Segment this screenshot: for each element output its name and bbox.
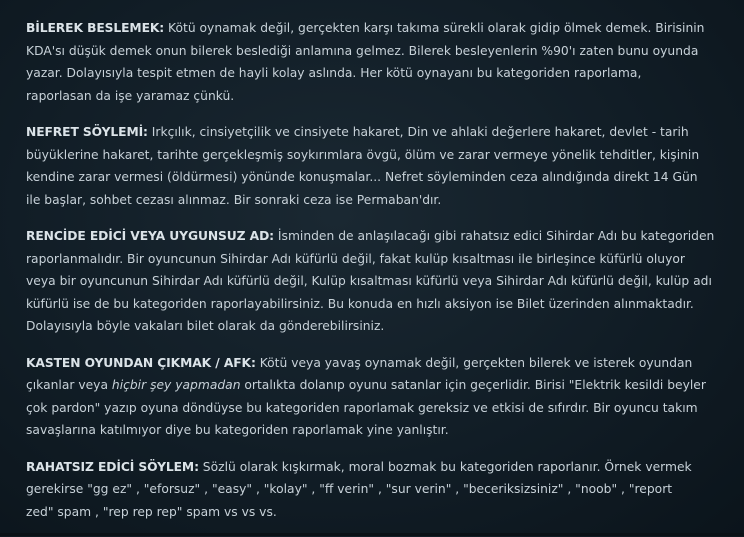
section-line <box>26 17 726 40</box>
section-title: RENCİDE EDİCİ VEYA UYGUNSUZ AD: <box>26 229 274 243</box>
article-body <box>26 17 726 537</box>
section-line: ile başlar, sohbet cezası alınmaz. Bir sonraki ceza ise Permaban'dır. <box>26 192 442 207</box>
emphasis-text: hiçbir şey yapmadan <box>111 378 241 392</box>
section-line: Dolayısıyla böyle vakaları bilet olarak da gönderebilirsiniz. <box>26 319 385 333</box>
section-line <box>26 121 726 144</box>
section-line <box>26 352 726 375</box>
section-line: raporlanmalıdır. Bir oyuncunun Sihirdar Adı küfürlü değil, fakat kulüp kısaltması ile birleşince küfürlü oluyor <box>26 251 685 266</box>
section-title: KASTEN OYUNDAN ÇIKMAK / AFK: <box>26 355 256 370</box>
section-offensive-name <box>26 225 726 338</box>
section-intentional-feeding <box>26 17 726 107</box>
section-line: kendine zarar vermesi (öldürmesi) yönünde konuşmalar... Nefret söyleminden ceza alındığında direkt 14 Gün <box>26 170 698 184</box>
section-line: çok pardon" yazıp oyuna döndüyse bu kategoriden raporlamak gereksiz ve etkisi de sıfırdır. Bir oyuncu takım <box>26 400 698 415</box>
section-line <box>26 225 726 248</box>
section-line: savaşlarına katılmıyor diye bu kategoriden raporlamak yine yanlıştır. <box>26 423 449 437</box>
section-negative-attitude <box>26 456 726 524</box>
section-text: ortalıkta dolanıp oyunu satanlar için geçerlidir. Birisi "Elektrik kesildi beyler <box>240 378 706 392</box>
section-line <box>26 456 726 479</box>
section-text: çıkanlar veya <box>26 378 112 392</box>
section-line: veya bir oyuncunun Sihirdar Adı küfürlü değil, Kulüp kısaltması küfürlü veya Sihirdar Adı küfürlü değil, kulüp adı <box>26 274 712 288</box>
section-text: Sözlü olarak kışkırmak, moral bozmak bu kategoriden raporlanır. Örnek vermek <box>198 459 692 474</box>
section-title: BİLEREK BESLEMEK: <box>26 21 165 35</box>
section-title: NEFRET SÖYLEMİ: <box>26 125 148 139</box>
section-line: zed" spam , "rep rep rep" spam vs vs vs. <box>26 504 277 519</box>
section-line: KDA'sı düşük demek onun bilerek beslediği anlamına gelmez. Bilerek besleyenlerin %90'ı zaten bunu oyunda <box>26 43 699 58</box>
section-line: yazar. Dolayısıyla tespit etmen de hayli kolay aslında. Her kötü oynayanı bu kategoriden raporlama, <box>26 66 642 80</box>
section-line: büyüklerine hakaret, tarihte gerçekleşmiş soykırımlara övgü, ölüm ve zarar vermeye yönelik tehditler, kişinin <box>26 147 700 162</box>
section-text: İsminden de anlaşılacağı gibi rahatsız edici Sihirdar Adı bu kategoriden <box>274 229 715 243</box>
section-line: raporlasan da işe yaramaz çünkü. <box>26 88 235 103</box>
section-line: gerekirse "gg ez" , "eforsuz" , "easy" , "kolay" , "ff verin" , "sur verin" , "beceriksizsiniz" , "noob" , "report <box>26 482 673 496</box>
section-title: RAHATSIZ EDİCİ SÖYLEM: <box>26 459 199 474</box>
section-line <box>26 374 726 397</box>
section-text: Kötü oynamak değil, gerçekten karşı takıma sürekli olarak gidip ölmek demek. Birisinin <box>164 21 705 35</box>
section-leaving-afk <box>26 352 726 442</box>
section-line: küfürlü ise de bu kategoriden raporlayabilirsiniz. Bu konuda en hızlı aksiyon ise Bilet üzerinden alınmaktadır. <box>26 296 694 311</box>
section-text: Kötü veya yavaş oynamak değil, gerçekten bilerek ve isterek oyundan <box>255 355 693 370</box>
section-hate-speech <box>26 121 726 211</box>
section-text: Irkçılık, cinsiyetçilik ve cinsiyete hakaret, Din ve ahlaki değerlere hakaret, devlet - tarih <box>147 125 689 139</box>
